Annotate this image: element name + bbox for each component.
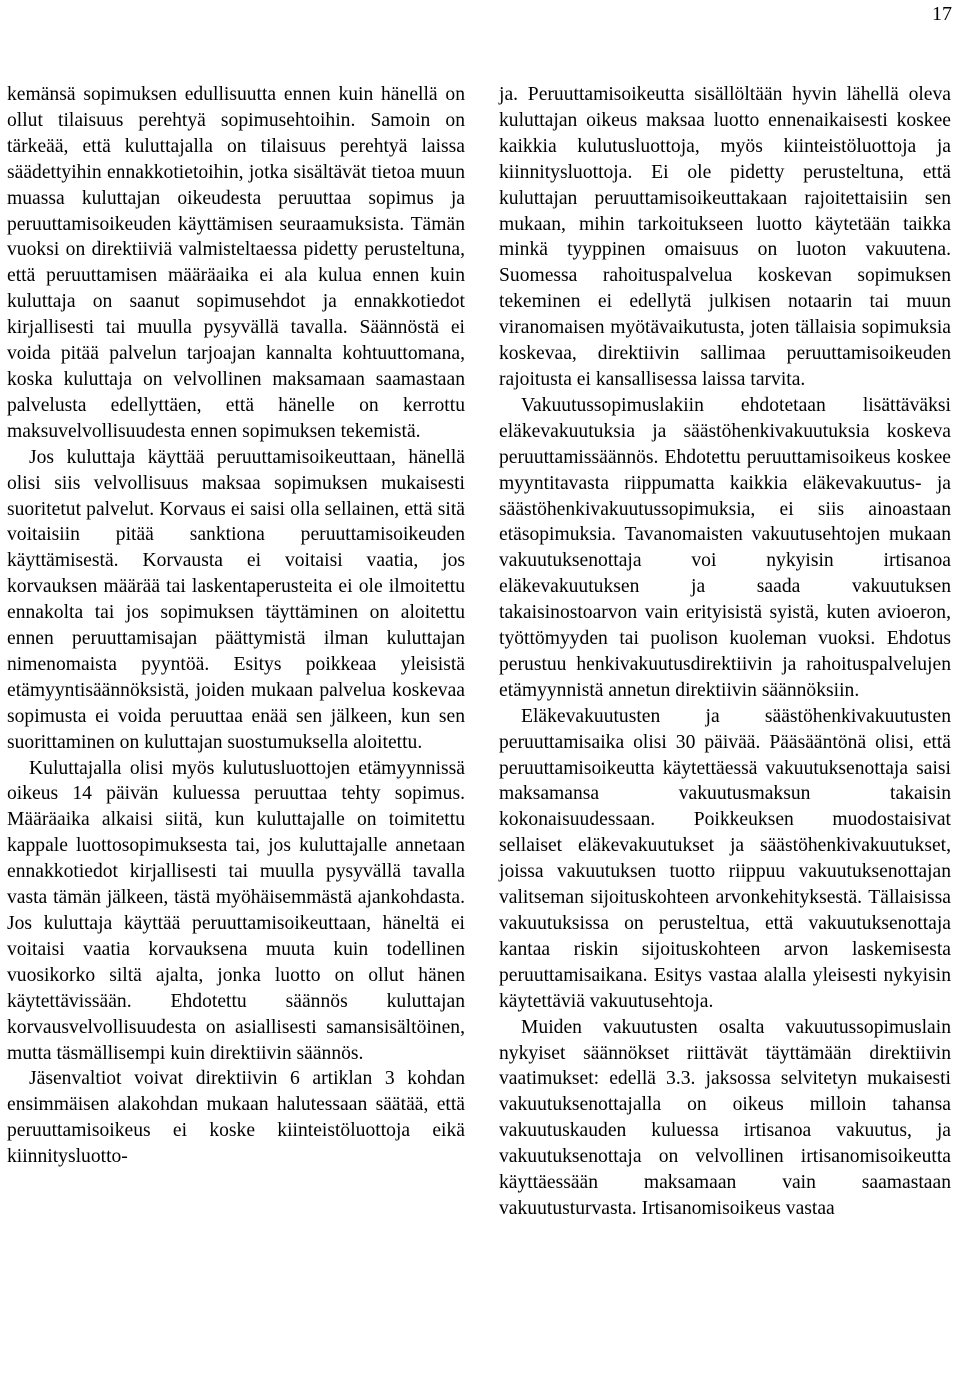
paragraph: Muiden vakuutusten osalta vakuutussopimuslain nykyiset säännökset riittävät täyttämään direktiivin vaatimukset: edellä 3.3. jaksossa selvitetyn mukaisesti vakuutuksenottajalla on oikeus milloin tahansa vakuutuskauden kuluessa irtisanoa vakuutus, ja vakuutuksenottaja on velvollinen irtisanomisoikeutta käyttäessään maksamaan vain saamastaan vakuutusturvasta. Irtisanomisoikeus vastaa	[499, 1016, 951, 1219]
paragraph: Jos kuluttaja käyttää peruuttamisoikeuttaan, hänellä olisi siis velvollisuus maksaa sopimuksen mukaisesti suoritetut palvelut. Korvaus ei saisi olla sellainen, että sitä voitaisiin pitää sanktiona peruuttamisoikeuden käyttämisestä. Korvausta ei voitaisi vaatia, jos korvauksen määrää tai laskentaperusteita ei ole ilmoitettu ennakolta tai jos sopimuksen täyttäminen on aloitettu ennen peruuttamisajan päättymistä ilman kuluttajan nimenomaista pyyntöä. Esitys poikkeaa yleisistä etämyyntisäännöksistä, joiden mukaan palvelua koskevaa sopimusta ei voida peruuttaa enää sen jälkeen, kun sen suorittaminen on kuluttajan suostumuksella aloitettu.	[7, 446, 465, 753]
paragraph: Eläkevakuutusten ja säästöhenkivakuutusten peruuttamisaika olisi 30 päivää. Pääsääntönä olisi, että peruuttamisoikeutta käytettäessä vakuutuksenottaja saisi maksamansa vakuutusmaksun takaisin kokonaisuudessaan. Poikkeuksen muodostaisivat sellaiset eläkevakuutukset ja säästöhenkivakuutukset, joissa vakuutuksen tuotto riippuu vakuutuksenottajan valitseman sijoituskohteen arvonkehityksestä. Tällaisissa vakuutuksissa on perusteltua, että vakuutuksenottaja kantaa riskin sijoituskohteen arvon laskemisesta peruuttamisaikana. Esitys vastaa alalla yleisesti nykyisin käytettäviä vakuutusehtoja.	[499, 705, 951, 1012]
left-text-column	[7, 82, 465, 1170]
paragraph: Vakuutussopimuslakiin ehdotetaan lisättäväksi eläkevakuutuksia ja säästöhenkivakuutuksia koskeva peruuttamissäännös. Ehdotettu peruuttamisoikeus koskee myyntitavasta riippumatta kaikkia eläkevakuutus- ja säästöhenkivakuutussopimuksia, ei siis ainoastaan etäsopimuksia. Tavanomaisten vakuutusehtojen mukaan vakuutuksenottaja voi nykyisin irtisanoa eläkevakuutuksen ja saada vakuutuksen takaisinostoarvon vain erityisistä syistä, kuten avioeron, työttömyyden tai puolison kuoleman vuoksi. Ehdotus perustuu henkivakuutusdirektiivin ja rahoituspalvelujen etämyynnistä annetun direktiivin säännöksiin.	[499, 394, 951, 701]
paragraph: Kuluttajalla olisi myös kulutusluottojen etämyynnissä oikeus 14 päivän kuluessa peruuttaa tehty sopimus. Määräaika alkaisi siitä, kun kuluttajalle on toimitettu kappale luottosopimuksesta tai, jos kuluttajalle annetaan ennakkotiedot kirjallisesti tai muulla pysyvällä tavalla vasta tämän jälkeen, tästä myöhäisemmästä ajankohdasta. Jos kuluttaja käyttää peruuttamisoikeuttaan, häneltä ei voitaisi vaatia korvauksena muuta kuin todellinen vuosikorko siltä ajalta, jonka luotto on ollut hänen käytettävissään. Ehdotettu säännös kuluttajan korvausvelvollisuudesta on asiallisesti samansisältöinen, mutta täsmällisempi kuin direktiivin säännös.	[7, 757, 465, 1064]
right-text-column	[499, 82, 951, 1222]
paragraph: Jäsenvaltiot voivat direktiivin 6 artiklan 3 kohdan ensimmäisen alakohdan mukaan halutessaan säätää, että peruuttamisoikeus ei koske kiinteistöluottoja eikä kiinnitysluotto-	[7, 1068, 465, 1168]
paragraph: kemänsä sopimuksen edullisuutta ennen kuin hänellä on ollut tilaisuus perehtyä sopimusehtoihin. Samoin on tärkeää, että kuluttajalla on tilaisuus perehtyä laissa säädettyihin ennakkotietoihin, jotka sisältävät tietoa muun muassa kuluttajan oikeudesta peruuttaa sopimus ja peruuttamisoikeuden käyttämisen seuraamuksista. Tämän vuoksi on direktiiviä valmisteltaessa pidetty perusteltuna, että peruuttamisen määräaika ei ala kulua ennen kuin kuluttaja on saanut sopimusehdot ja ennakkotiedot kirjallisesti tai muulla pysyvällä tavalla. Säännöstä ei voida pitää palvelun tarjoajan kannalta kohtuuttomana, koska kuluttaja on velvollinen maksamaan saamastaan palvelusta edellyttäen, että hänelle on kerrottu maksuvelvollisuudesta ennen sopimuksen tekemistä.	[7, 84, 465, 442]
paragraph: ja. Peruuttamisoikeutta sisällöltään hyvin lähellä oleva kuluttajan oikeus maksaa luotto ennenaikaisesti koskee kaikkia kulutusluottoja, myös kiinteistöluottoja ja kiinnitysluottoja. Ei ole pidetty perusteltuna, että kuluttajan peruuttamisoikeuttakaan rajoitettaisiin sen mukaan, mihin tarkoitukseen luotto käytetään taikka minkä tyyppinen omaisuus on luoton vakuutena. Suomessa rahoituspalvelua koskevan sopimuksen tekeminen ei edellytä julkisen notaarin tai muun viranomaisen myötävaikutusta, joten tällaisia sopimuksia koskevaa, direktiivin sallimaa peruuttamisoikeuden rajoitusta ei kansallisessa laissa tarvita.	[499, 84, 951, 390]
page-number: 17	[932, 3, 952, 25]
